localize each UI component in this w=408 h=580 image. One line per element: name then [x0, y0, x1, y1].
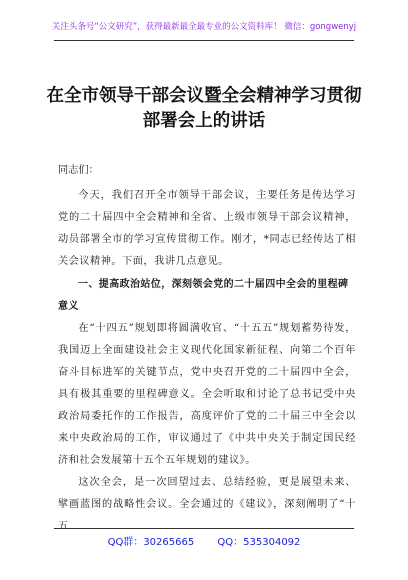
header-banner: 关注头条号“公文研究”，获得最新最全最专业的公文资料库！ 微信：gongwenyj	[51, 22, 357, 32]
paragraph-intro: 今天，我们召开全市领导干部会议，主要任务是传达学习党的二十届四中全会精神和全省、上级市领导干部会议精神，动员部署全市的学习宣传贯彻工作。刚才，*同志已经传达了相关会议精神。下面，我讲几点意见。	[58, 190, 356, 267]
header-divider	[54, 40, 354, 41]
footer-qq: QQ：535304092	[217, 537, 301, 548]
section-heading-1: 一、提高政治站位，深刻领会党的二十届四中全会的里程碑意义	[58, 279, 349, 312]
title-line-1: 在全市领导干部会议暨全会精神学习贯彻	[46, 86, 362, 106]
salutation: 同志们：	[58, 165, 99, 176]
footer-qq-group: QQ群：30265665	[107, 537, 195, 548]
footer-divider	[54, 528, 354, 529]
document-title	[40, 84, 368, 134]
paragraph-conference: 这次全会，是一次回望过去、总结经验，更是展望未来、擘画蓝图的战略性会议。全会通过的《建议》，深刻阐明了“十五	[58, 477, 356, 532]
footer	[0, 533, 408, 548]
title-line-2: 部署会上的讲话	[142, 111, 266, 131]
paragraph-significance: 在“十四五”规划即将圆满收官、“十五五”规划蓄势待发，我国迈上全面建设社会主义现代化国家新征程、向第二个百年奋斗目标进军的关键节点，党中央召开党的二十届四中全会，具有极其重要的里程碑意义。全会听取和讨论了总书记受中央政治局委托作的工作报告，高度评价了党的二十届三中全会以来中央政治局的工作，审议通过了《中共中央关于制定国民经济和社会发展第十五个五年规划的建议》。	[58, 323, 356, 466]
document-body	[58, 160, 356, 538]
